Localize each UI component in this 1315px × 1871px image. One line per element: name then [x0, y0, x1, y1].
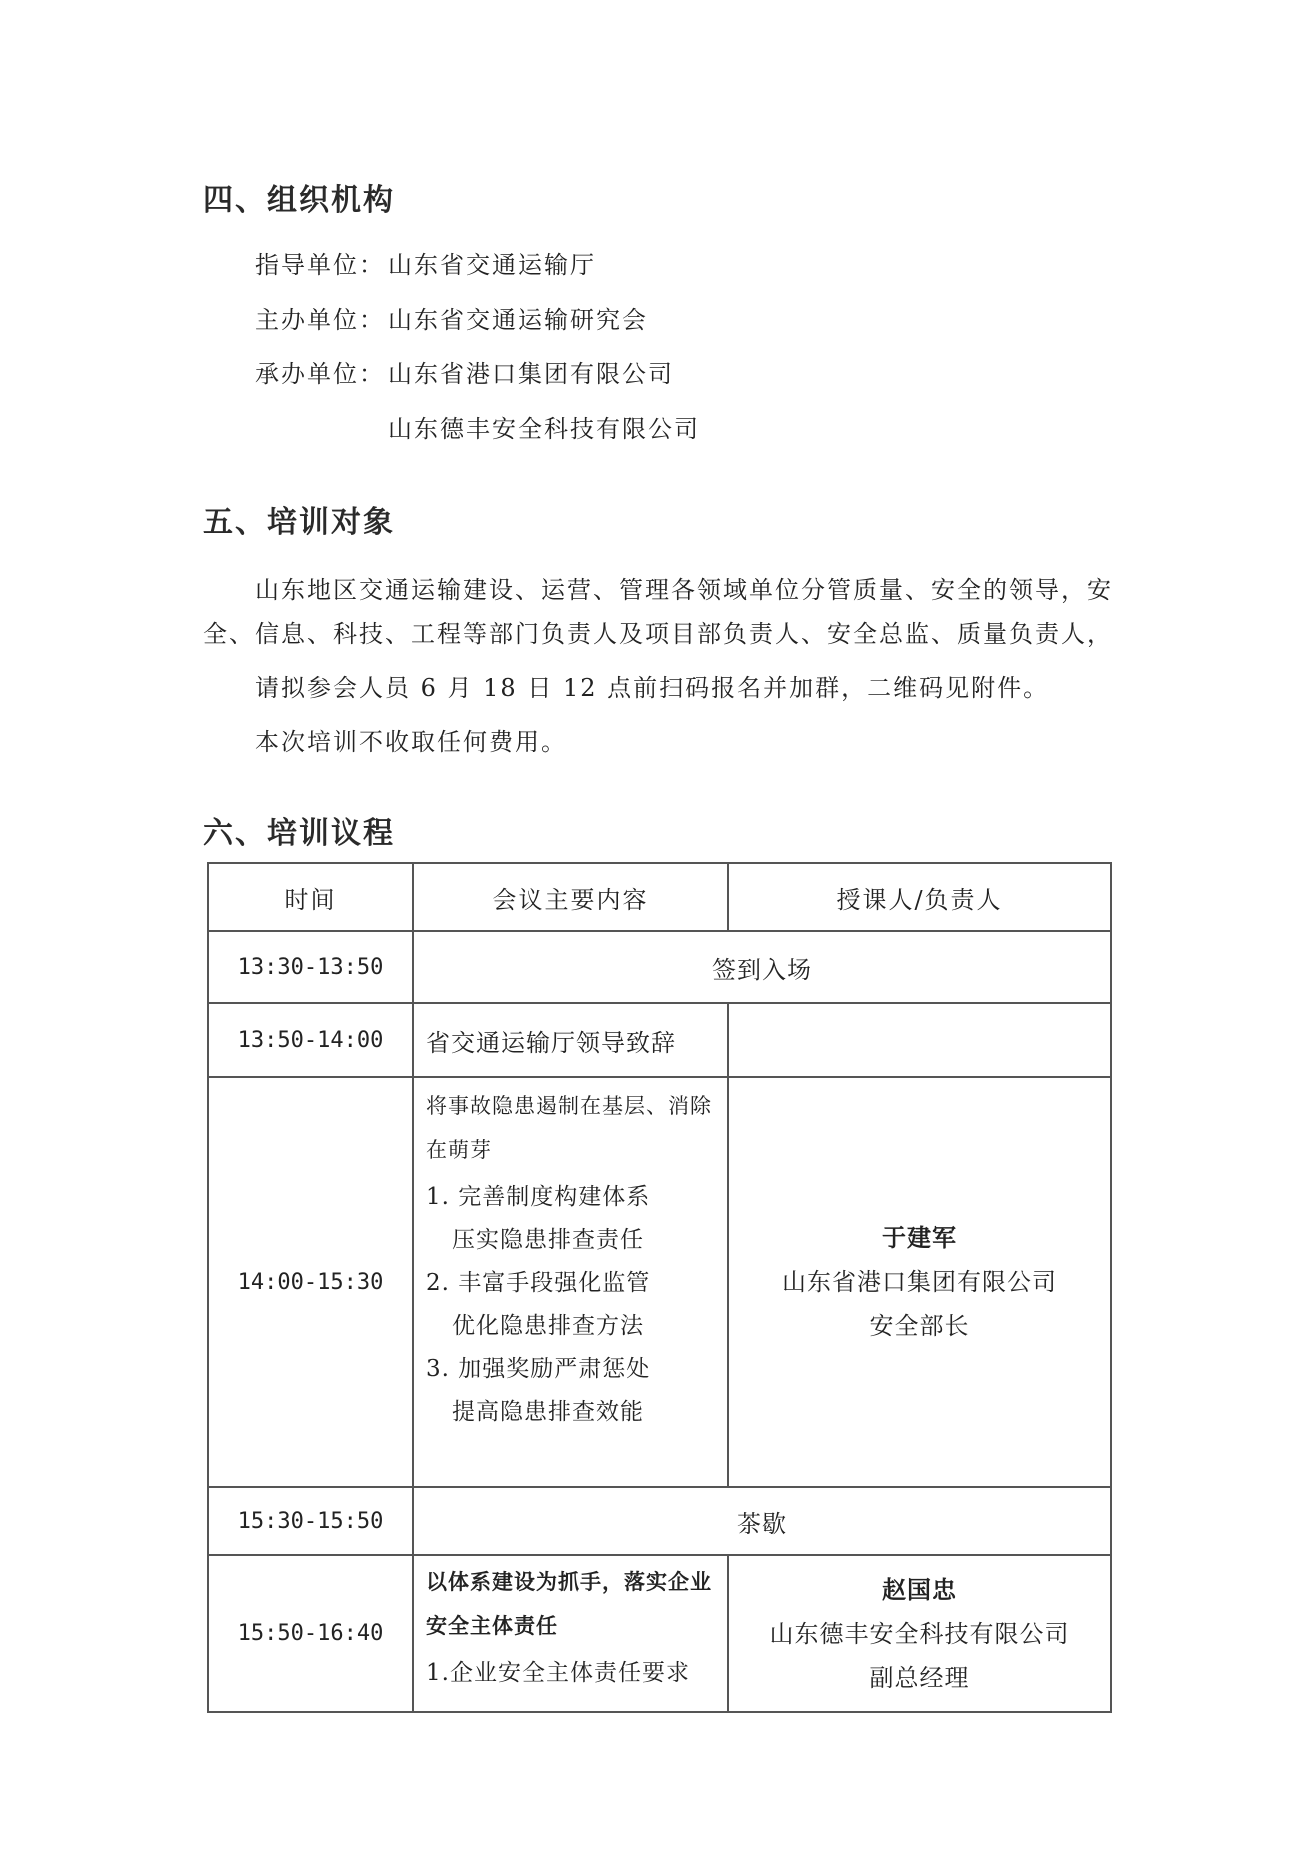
list-item-detail: 压实隐患排查责任 — [452, 1227, 644, 1253]
time-cell: 15:50-16:40 — [208, 1555, 413, 1712]
time-cell: 15:30-15:50 — [208, 1487, 413, 1555]
registration-paragraph: 请拟参会人员 6 月 18 日 12 点前扫码报名并加群，二维码见附件。 — [255, 674, 1050, 702]
content-cell — [413, 1555, 728, 1712]
org-guide-row — [255, 245, 596, 280]
time-cell: 14:00-15:30 — [208, 1077, 413, 1487]
merged-activity-cell: 茶歇 — [413, 1487, 1111, 1555]
trainees-paragraph-line-1: 山东地区交通运输建设、运营、管理各领域单位分管质量、安全的领导，安 — [255, 576, 1113, 604]
presenter-name: 赵国忠 — [882, 1574, 957, 1604]
content-cell — [413, 1077, 728, 1487]
time-cell: 13:30-13:50 — [208, 931, 413, 1003]
section-heading-organization: 四、组织机构 — [203, 183, 395, 218]
org-host-label: 主办单位： — [255, 306, 385, 334]
list-item: 1. 完善制度构建体系 — [426, 1184, 651, 1210]
org-host-value: 山东省交通运输研究会 — [388, 306, 648, 334]
org-guide-value: 山东省交通运输厅 — [388, 251, 596, 279]
list-item: 2. 丰富手段强化监管 — [426, 1270, 651, 1296]
org-organizer-row-2 — [255, 409, 700, 444]
content-text: 省交通运输厅领导致辞 — [426, 1028, 676, 1057]
fee-paragraph: 本次培训不收取任何费用。 — [255, 728, 567, 756]
presenter-cell — [728, 1555, 1111, 1712]
topic-title — [426, 1560, 727, 1648]
org-host-row — [255, 300, 648, 335]
presenter-organization: 山东省港口集团有限公司 — [782, 1268, 1057, 1296]
org-guide-label: 指导单位： — [255, 251, 385, 279]
column-header-presenter: 授课人/负责人 — [728, 863, 1111, 931]
list-item-detail: 优化隐患排查方法 — [452, 1313, 644, 1339]
topic-title-line-1: 将事故隐患遏制在基层、消除 — [426, 1094, 712, 1118]
section-heading-agenda: 六、培训议程 — [203, 816, 395, 851]
agenda-table — [207, 862, 1112, 1713]
content-cell — [413, 1003, 728, 1077]
org-organizer-value-1: 山东省港口集团有限公司 — [388, 360, 674, 388]
topic-title-line-2: 安全主体责任 — [426, 1613, 558, 1638]
presenter-cell — [728, 1077, 1111, 1487]
org-organizer-value-2: 山东德丰安全科技有限公司 — [388, 415, 700, 443]
presenter-cell — [728, 1003, 1111, 1077]
presenter-title: 安全部长 — [869, 1312, 970, 1340]
column-header-time: 时间 — [208, 863, 413, 931]
list-item: 3. 加强奖励严肃惩处 — [426, 1356, 651, 1382]
column-header-content: 会议主要内容 — [413, 863, 728, 931]
trainees-paragraph-line-2: 全、信息、科技、工程等部门负责人及项目部负责人、安全总监、质量负责人， — [203, 620, 1113, 648]
table-row — [208, 931, 1111, 1003]
topic-title — [426, 1084, 727, 1172]
topic-title-line-1: 以体系建设为抓手，落实企业 — [426, 1569, 712, 1594]
org-organizer-label: 承办单位： — [255, 360, 385, 388]
table-row — [208, 1003, 1111, 1077]
time-cell: 13:50-14:00 — [208, 1003, 413, 1077]
list-item-detail: 提高隐患排查效能 — [452, 1399, 644, 1425]
presenter-name: 于建军 — [882, 1223, 957, 1252]
table-row — [208, 1487, 1111, 1555]
table-row — [208, 1077, 1111, 1487]
presenter-title: 副总经理 — [869, 1663, 970, 1692]
table-row — [208, 1555, 1111, 1712]
merged-activity-cell: 签到入场 — [413, 931, 1111, 1003]
agenda-header-row — [208, 863, 1111, 931]
topic-title-line-2: 在萌芽 — [426, 1138, 492, 1162]
presenter-organization: 山东德丰安全科技有限公司 — [769, 1619, 1070, 1648]
list-item: 1.企业安全主体责任要求 — [426, 1660, 690, 1686]
section-heading-trainees: 五、培训对象 — [203, 505, 395, 540]
org-organizer-row — [255, 354, 674, 389]
